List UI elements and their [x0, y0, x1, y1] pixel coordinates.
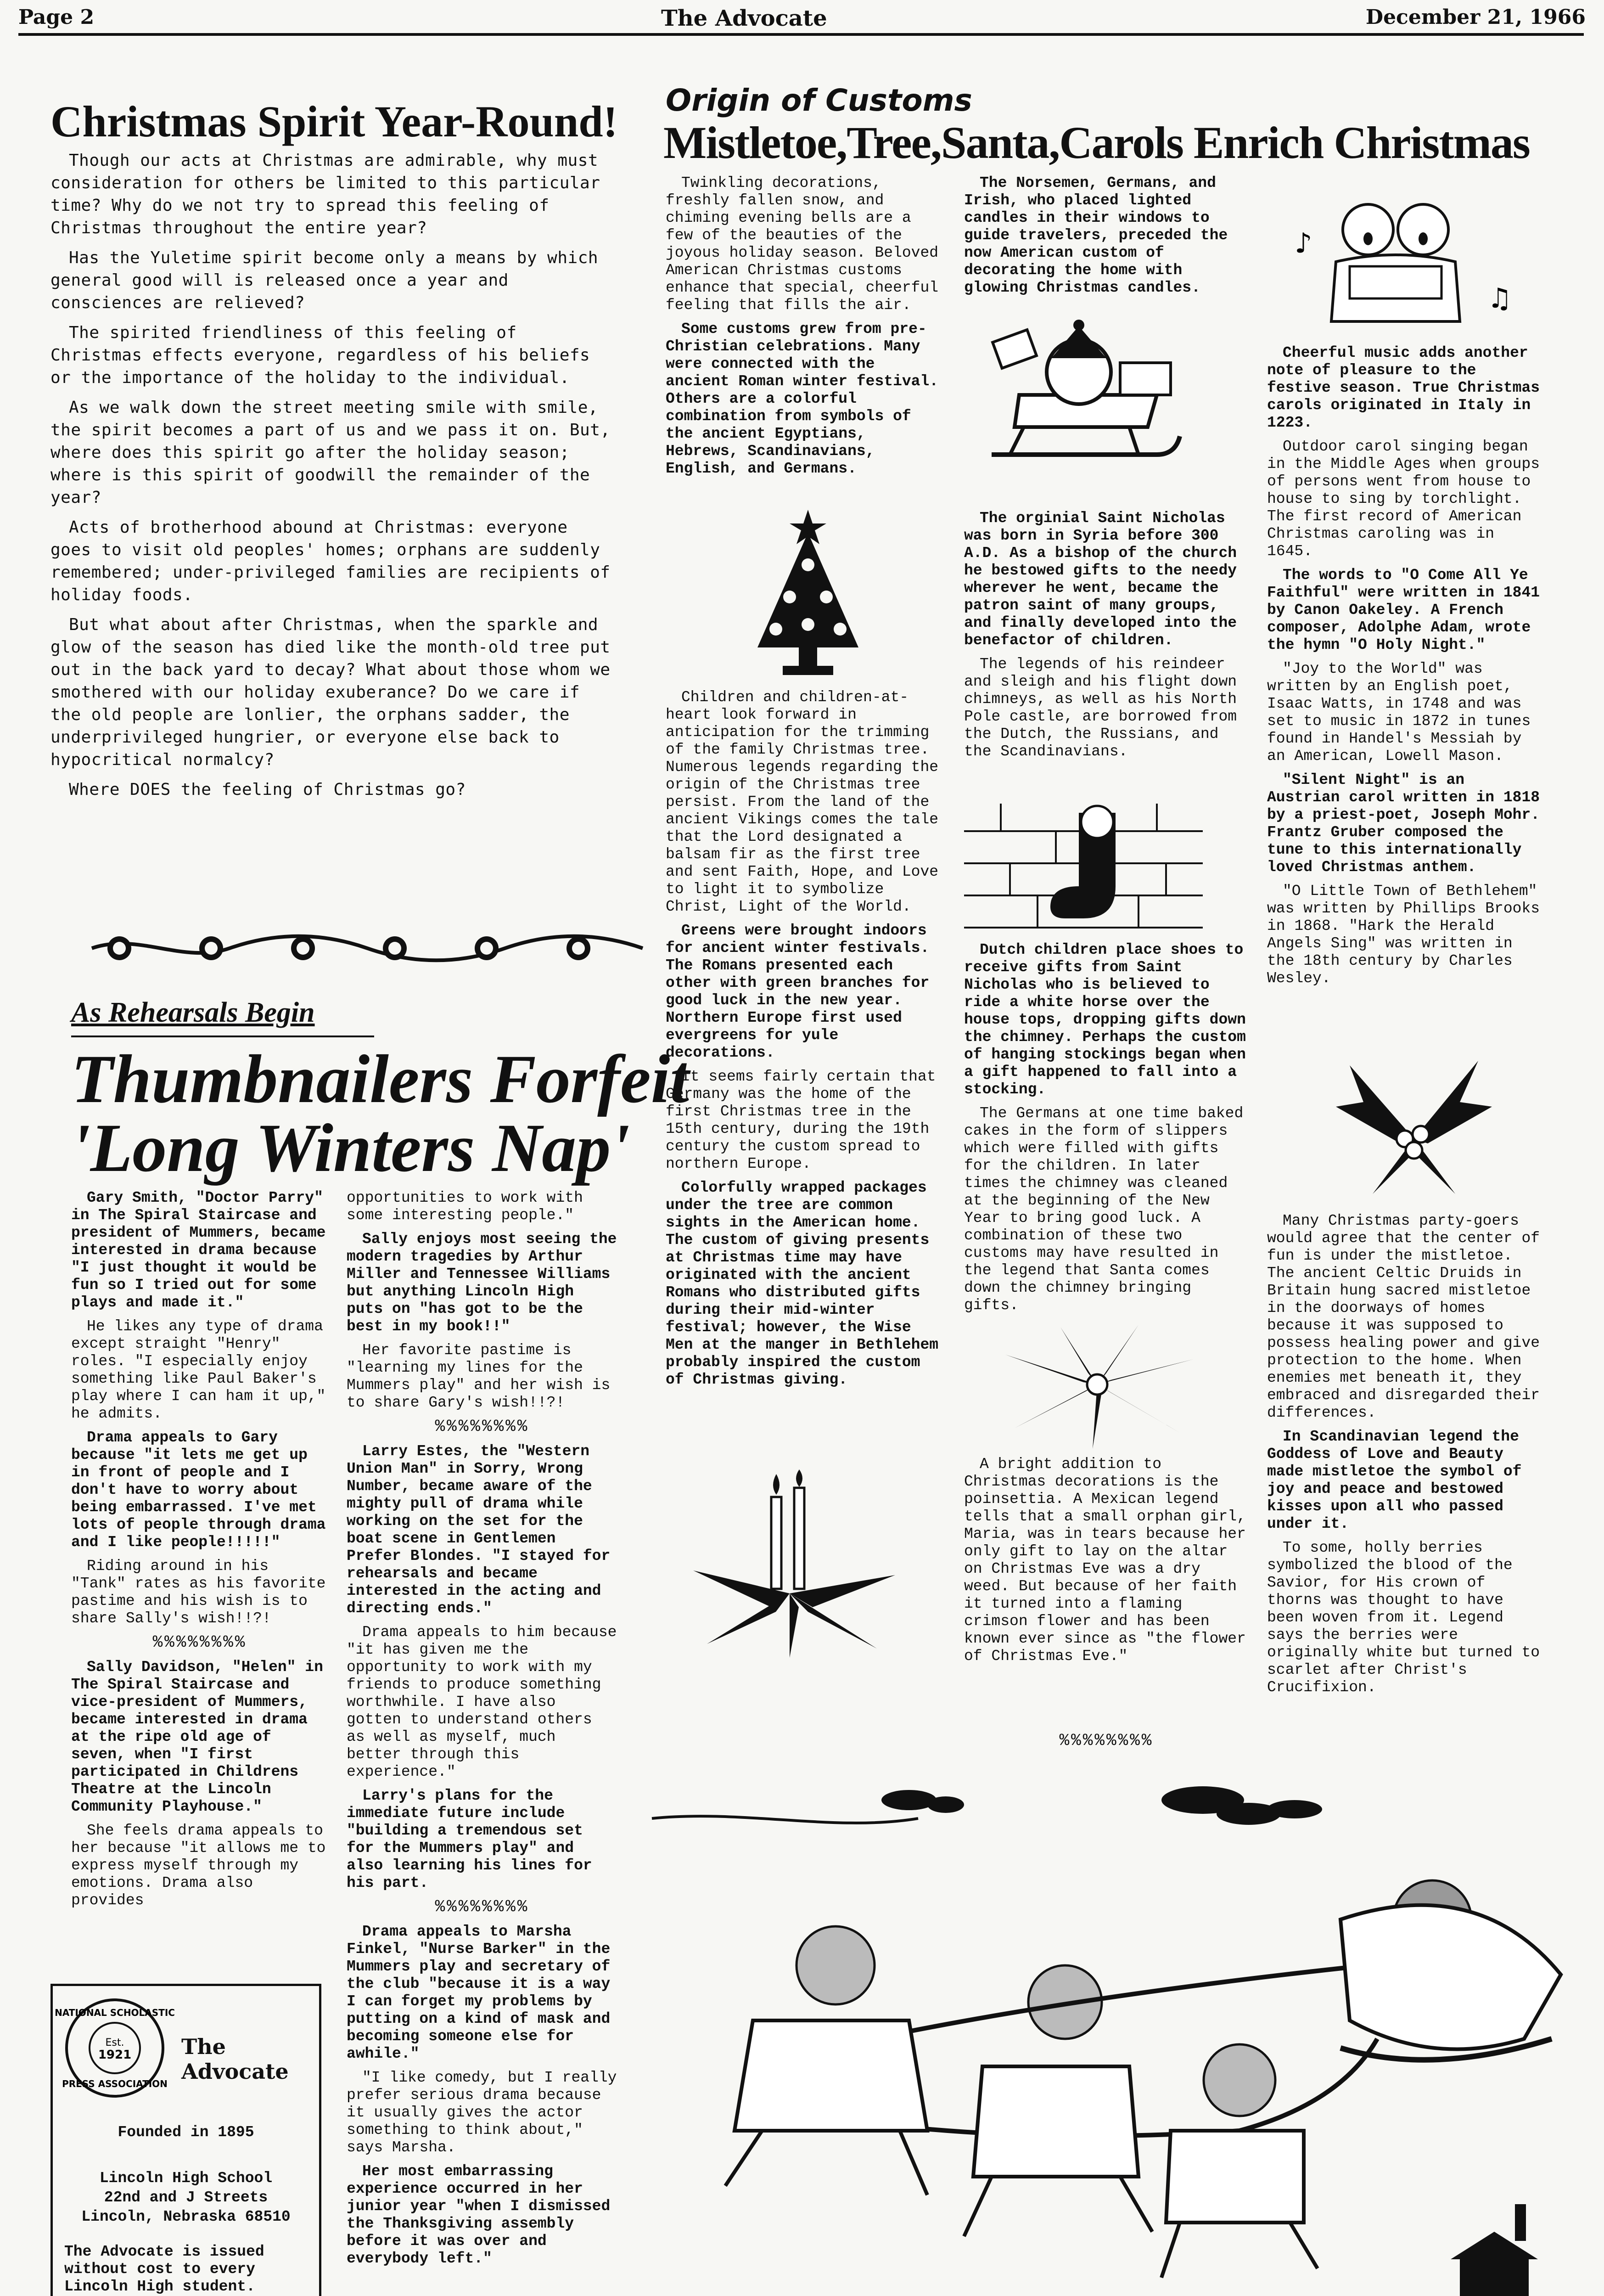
paragraph: Drama appeals to him because "it has given me the opportunity to work with my friends to produce something worthwhile. I have also gotten to understand others as well as myself, much better through this experience."	[347, 1624, 617, 1780]
paragraph: Children and children-at-heart look forward in anticipation for the trimming of the family Christmas tree. Numerous legends regarding the origin of the Christmas tree persist. From the land of the ancient Vikings comes the tale that the Lord designated a balsam fir as the first tree and sent Faith, Hope, and Love to light it to symbolize Christ, Light of the World.	[666, 689, 939, 915]
paragraph: Her favorite pastime is "learning my lines for the Mummers play" and her wish is to share Gary's wish!!?!	[347, 1342, 611, 1411]
paragraph: "Joy to the World" was written by an English poet, Isaac Watts, in 1748 and was set to music in 1872 in tunes found in Handel's Messiah by an American, Lowell Mason.	[1267, 660, 1531, 765]
paper-name: The Advocate	[661, 6, 827, 31]
paragraph: Sally enjoys most seeing the modern tragedies by Arthur Miller and Tennessee Williams but anything Lincoln High puts on "has got to be the best in my book!!"	[347, 1231, 617, 1335]
paragraph: Drama appeals to Marsha Finkel, "Nurse Barker" in the Mummers play and secretary of the club "because it is a way I can forget my problems by putting on a kind of mask and becoming someone else for awhile."	[347, 1923, 611, 2062]
paragraph: Acts of brotherhood abound at Christmas: everyone goes to visit old peoples' homes; orphans are suddenly remembered; under-privileged families are recipients of holiday foods.	[50, 518, 611, 604]
santa-reindeer-photo-illustration	[652, 1782, 1579, 2296]
kicker-rule	[71, 1035, 374, 1037]
paragraph: Colorfully wrapped packages under the tree are common sights in the American home. The custom of giving presents at Christmas time may have originated with the ancient Romans who distributed gifts during their mid-winter festival; however, the Wise Men at the manger in Bethlehem probably inspired the custom of Christmas giving.	[666, 1179, 939, 1388]
seal-bottom-text: PRESS ASSOCIATION	[62, 2078, 168, 2089]
paragraph: He likes any type of drama except straight "Henry" roles. "I especially enjoy something like Paul Baker's play where I can ham it up," he admits.	[71, 1318, 326, 1422]
fireplace-stocking-illustration	[964, 804, 1203, 932]
paragraph: Sally Davidson, "Helen" in The Spiral Staircase and vice-president of Mummers, became interested in drama at the ripe old age of seven, when "I first participated in Childrens Theatre at the Lincoln Community Playhouse."	[71, 1659, 323, 1815]
christmas-tree-illustration	[739, 505, 877, 680]
rehearsal-column-1	[71, 1189, 328, 1916]
paragraph: The legends of his reindeer and sleigh and his flight down chimneys, as well as his North Pole castle, are borrowed from the Dutch, the Russians, and the Scandinavians.	[964, 656, 1237, 760]
rehearsal-column-2	[347, 1189, 617, 2274]
music-note-right-icon: ♫	[1487, 282, 1512, 315]
paragraph: The Germans at one time baked cakes in the form of slippers which were filled with gifts for the children. In later times the chimney was cleaned at the beginning of the New Year to bring good luck. A combination of these two customs may have resulted in the legend that Santa comes down the chimney bringing gifts.	[964, 1105, 1244, 1314]
paragraph: In Scandinavian legend the Goddess of Love and Beauty made mistletoe the symbol of joy and peace and bestowed kisses upon all who passed under it.	[1267, 1428, 1522, 1532]
editorial-body	[50, 149, 615, 808]
paragraph: It seems fairly certain that Germany was the home of the first Christmas tree in the 15th century, during the 19th century the custom spread to northern Europe.	[666, 1068, 936, 1172]
candles-holly-illustration	[679, 1469, 918, 1662]
section-divider: %%%%%%%%	[435, 1897, 529, 1916]
holly-illustration	[1322, 1047, 1506, 1199]
paragraph: Cheerful music adds another note of pleasure to the festive season. True Christmas carols originated in Italy in 1223.	[1267, 344, 1540, 431]
paragraph: Many Christmas party-goers would agree that the center of fun is under the mistletoe. The ancient Celtic Druids in Britain hung sacred mistletoe in the doorways of homes because it was supposed to possess healing power and give protection to the home. When enemies met beneath it, they embraced and disregarded their differences.	[1267, 1212, 1540, 1421]
section-divider: %%%%%%%%	[152, 1633, 247, 1652]
paragraph: "Silent Night" is an Austrian carol written in 1818 by a priest-poet, Joseph Mohr. Frantz Gruber composed the tune to this internationally loved Christmas anthem.	[1267, 771, 1540, 876]
paragraph: The words to "O Come All Ye Faithful" were written in 1841 by Canon Oakeley. A French composer, Adolphe Adam, wrote the hymn "O Holy Night."	[1267, 567, 1540, 653]
origins-col2-bottom	[964, 1456, 1249, 1671]
section-divider: %%%%%%%%	[435, 1417, 529, 1436]
origins-ornament: %%%%%%%%	[1059, 1731, 1154, 1750]
paragraph: Gary Smith, "Doctor Parry" in The Spiral Staircase and president of Mummers, became interested in drama because "I just thought it would be fun so I tried out for some plays and made it."	[71, 1189, 326, 1311]
paragraph: The spirited friendliness of this feeling of Christmas effects everyone, regardless of his beliefs or the importance of the holiday to the individual.	[50, 323, 590, 387]
masthead-rule	[18, 33, 1584, 36]
origins-kicker: Origin of Customs	[666, 83, 972, 118]
paragraph: The orginial Saint Nicholas was born in Syria before 300 A.D. As a bishop of the church he bestowed gifts to the needy wherever he went, became the patron saint of many groups, and finally developed into the benefactor of children.	[964, 510, 1237, 649]
press-association-seal	[55, 1995, 175, 2101]
masthead-box	[50, 1984, 321, 2296]
paragraph: But what about after Christmas, when the sparkle and glow of the season has died like the month-old tree put out in the back yard to decay? What about those whom we smothered with our holiday exuberance? Do we care if the old people are lonlier, the orphans sadder, the underprivileged hungrier, or everyone else back to hypocritical normalcy?	[50, 615, 611, 769]
paragraph: Some customs grew from pre-Christian celebrations. Many were connected with the ancient Roman winter festival. Others are a colorful combination from symbols of the ancient Egyptians, Hebrews, Scandinavians, English, and Germans.	[666, 321, 939, 477]
origins-col2-low	[964, 941, 1249, 1321]
paragraph: To some, holly berries symbolized the blood of the Savior, for His crown of thorns was thought to have been woven from it. Legend says the berries were originally white but turned to scarlet after Christ's Crucifixion.	[1267, 1539, 1540, 1696]
paragraph: The Norsemen, Germans, and Irish, who placed lighted candles in their windows to guide travelers, preceded the now American custom of decorating the home with glowing Christmas candles.	[964, 174, 1228, 296]
paragraph: Dutch children place shoes to receive gifts from Saint Nicholas who is believed to ride a white horse over the house tops, dropping gifts down the chimney. Perhaps the custom of hanging stockings began when a gift happened to fall into a stocking.	[964, 941, 1246, 1098]
paragraph: "O Little Town of Bethlehem" was written by Phillips Brooks in 1868. "Hark the Herald Angels Sing" was written in the 18th century by Charles Wesley.	[1267, 883, 1540, 987]
page-number: Page 2	[18, 6, 95, 29]
paragraph: "I like comedy, but I really prefer serious drama because it usually gives the actor something to think about," says Marsha.	[347, 2069, 617, 2156]
poinsettia-illustration	[978, 1318, 1217, 1451]
origins-col3-top	[1267, 344, 1542, 994]
rehearsal-title-1: Thumbnailers Forfeit	[71, 1041, 690, 1117]
santa-sleigh-illustration	[964, 317, 1194, 473]
paragraph: Outdoor carol singing began in the Middle Ages when groups of persons went from house to house to sing by torchlight. The first record of American Christmas caroling was in 1645.	[1267, 438, 1540, 560]
origins-col2-mid	[964, 510, 1249, 767]
paragraph: She feels drama appeals to her because "it allows me to express myself through my emotions. Drama also provides	[71, 1822, 326, 1909]
founded: Founded in 1895	[118, 2124, 254, 2141]
origins-col1-bottom	[666, 689, 941, 1395]
paragraph: Her most embarrassing experience occurred in her junior year "when I dismissed the Thanksgiving assembly before it was over and everybody left."	[347, 2163, 611, 2267]
seal-est: Est.	[105, 2037, 124, 2048]
paragraph: Drama appeals to Gary because "it lets me get up in front of people and I don't have to worry about being embarrassed. I've met lots of people through drama and I like people!!!!!"	[71, 1429, 326, 1551]
paragraph: Greens were brought indoors for ancient winter festivals. The Romans presented each other with green branches for good luck in the new year. Northern Europe first used evergreens for yule decorations.	[666, 922, 930, 1061]
address-3: Lincoln, Nebraska 68510	[81, 2208, 291, 2225]
address-1: Lincoln High School	[99, 2170, 273, 2187]
rehearsal-kicker: As Rehearsals Begin	[71, 997, 315, 1028]
holly-bells-border	[92, 928, 643, 969]
paragraph: Riding around in his "Tank" rates as his favorite pastime and his wish is to share Sally's wish!!?!	[71, 1558, 326, 1627]
paragraph: A bright addition to Christmas decorations is the poinsettia. A Mexican legend tells that a small orphan girl, Maria, was in tears because her only gift to lay on the altar on Christmas Eve was a dry weed. But because of her faith it turned into a flaming crimson flower and has been known ever since as "the flower of Christmas Eve."	[964, 1456, 1246, 1665]
paragraph: Larry Estes, the "Western Union Man" in Sorry, Wrong Number, became aware of the mighty pull of drama while working on the set for the boat scene in Gentlemen Prefer Blondes. "I stayed for rehearsals and became interested in the acting and directing ends."	[347, 1443, 611, 1617]
origins-col3-bottom	[1267, 1212, 1542, 1703]
seal-top-text: NATIONAL SCHOLASTIC	[55, 2007, 175, 2018]
origins-col2-top	[964, 174, 1249, 303]
paragraph: Has the Yuletime spirit become only a means by which general good will is released once a year and consciences are relieved?	[50, 248, 599, 312]
paragraph: Twinkling decorations, freshly fallen snow, and chiming evening bells are a few of the beauties of the joyous holiday season. Beloved American Christmas customs enhance that special, cheerful feeling that fills the air.	[666, 174, 939, 314]
origins-title: Mistletoe,Tree,Santa,Carols Enrich Christmas	[663, 117, 1530, 168]
paragraph: Though our acts at Christmas are admirable, why must consideration for others be limited to this particular time? Why do we not try to spread this feeling of Christmas throughout the entire year?	[50, 151, 600, 237]
rehearsal-title-2: 'Long Winters Nap'	[71, 1110, 630, 1186]
seal-year: 1921	[98, 2048, 132, 2062]
paragraph: Where DOES the feeling of Christmas go?	[69, 780, 466, 799]
paragraph: opportunities to work with some interesting people."	[347, 1189, 583, 1224]
paragraph: Larry's plans for the immediate future include "building a tremendous set for the Mummers play" and also learning his lines for his part.	[347, 1787, 592, 1891]
editorial-title: Christmas Spirit Year-Round!	[50, 97, 618, 146]
distribution-info: The Advocate is issued without cost to every Lincoln High student.	[64, 2243, 264, 2295]
origins-col1-top	[666, 174, 941, 484]
paragraph: As we walk down the street meeting smile with smile, the spirit becomes a part of us and we pass it on. But, where does this spirit go after the holiday season; where is this spirit of goodwill the remainder of the year?	[50, 398, 611, 507]
carolers-illustration	[1285, 193, 1524, 331]
issue-date: December 21, 1966	[1365, 6, 1586, 29]
music-note-left-icon: ♪	[1295, 227, 1312, 259]
box-paper-name: The Advocate	[181, 2034, 289, 2084]
address-2: 22nd and J Streets	[104, 2189, 268, 2206]
